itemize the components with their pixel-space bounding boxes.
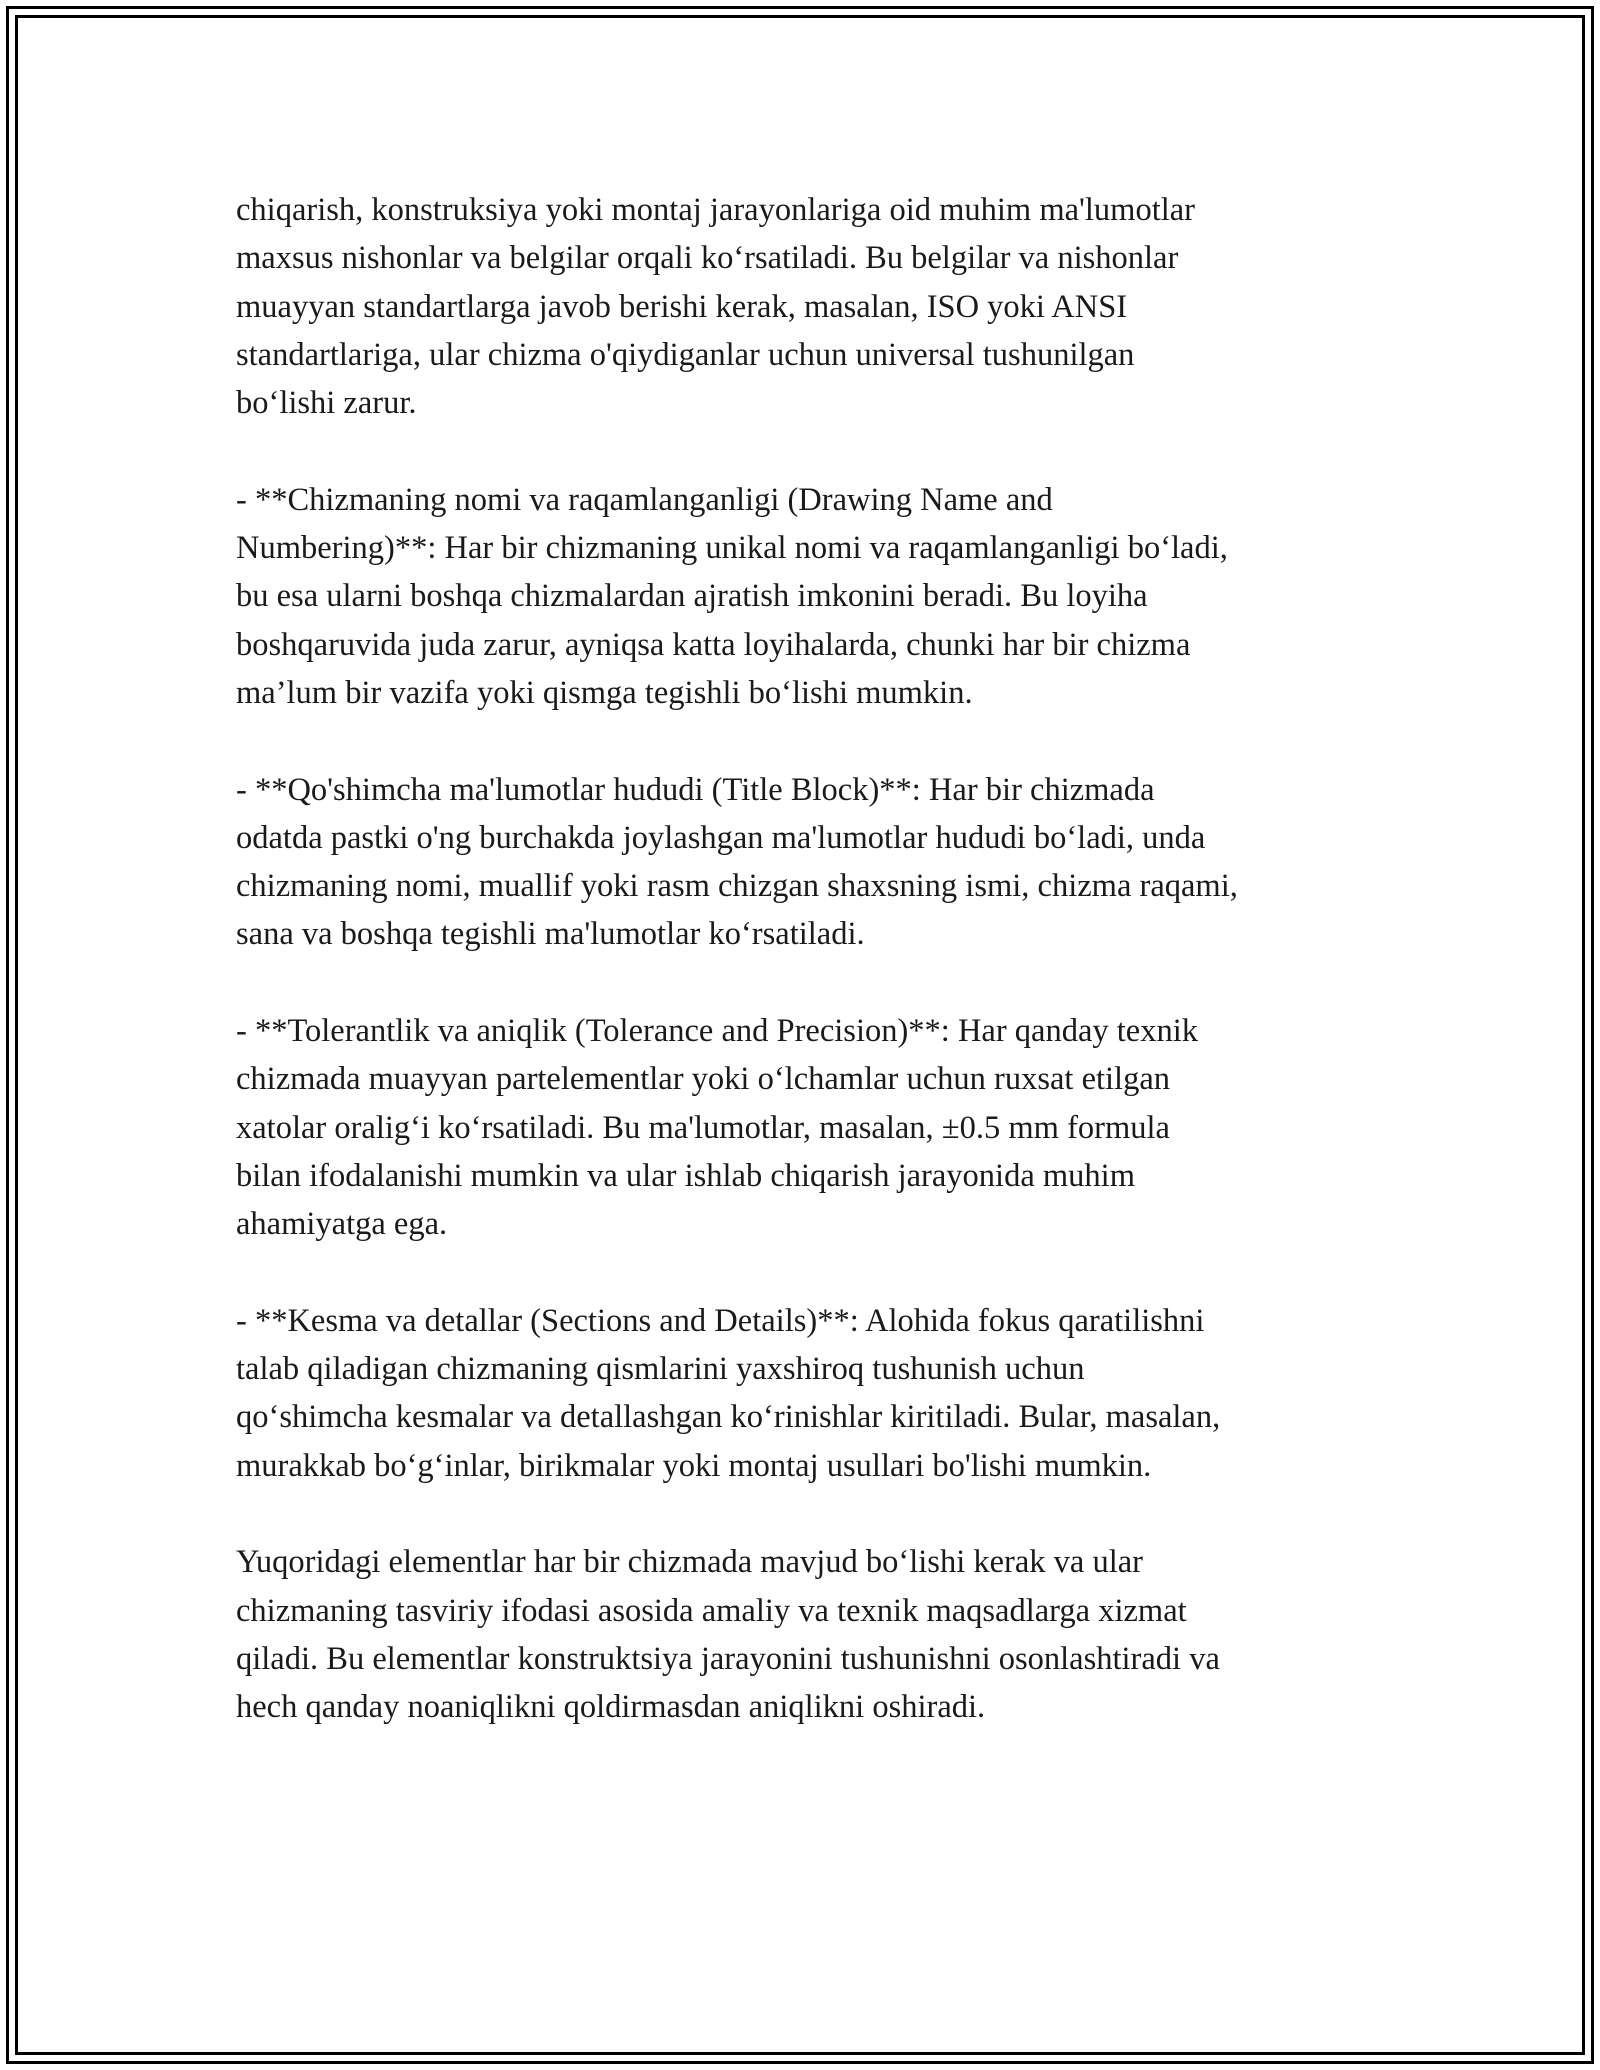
paragraph-sections-details: - **Kesma va detallar (Sections and Details)**: Alohida fokus qaratilishni talab qiladigan chizmaning qismlarini yaxshiroq tushunish uchun qo‘shimcha kesmalar va detallashgan ko‘rinishlar kiritiladi. Bular, masalan, murakkab bo‘g‘inlar, birikmalar yoki montaj usullari bo'lishi mumkin.	[236, 1302, 1221, 1484]
paragraph-tolerance-precision: - **Tolerantlik va aniqlik (Tolerance and Precision)**: Har qanday texnik chizmada muayyan partelementlar yoki o‘lchamlar uchun ruxsat etilgan xatolar oralig‘i ko‘rsatiladi. Bu ma'lumotlar, masalan, ±0.5 mm formula bilan ifodalanishi mumkin va ular ishlab chiqarish jarayonida muhim ahamiyatga ega.	[236, 1013, 1199, 1243]
paragraph-title-block: - **Qo'shimcha ma'lumotlar hududi (Title Block)**: Har bir chizmada odatda pastki o'ng burchakda joylashgan ma'lumotlar hududi bo‘ladi, unda chizmaning nomi, muallif yoki rasm chizgan shaxsning ismi, chizma raqami, sana va boshqa tegishli ma'lumotlar ko‘rsatiladi.	[236, 771, 1238, 953]
paragraph-conclusion: Yuqoridagi elementlar har bir chizmada mavjud bo‘lishi kerak va ular chizmaning tasviriy ifodasi asosida amaliy va texnik maqsadlarga xizmat qiladi. Bu elementlar konstruktsiya jarayonini tushunishni osonlashtiradi va hech qanday noaniqlikni qoldirmasdan aniqlikni oshiradi.	[236, 1544, 1220, 1726]
paragraph-intro-continuation: chiqarish, konstruksiya yoki montaj jarayonlariga oid muhim ma'lumotlar maxsus nishonlar va belgilar orqali ko‘rsatiladi. Bu belgilar va nishonlar muayyan standartlarga javob berishi kerak, masalan, ISO yoki ANSI standartlariga, ular chizma o'qiydiganlar uchun universal tushunilgan bo‘lishi zarur.	[236, 192, 1196, 422]
document-body	[236, 186, 1386, 1780]
paragraph-drawing-name-numbering: - **Chizmaning nomi va raqamlanganligi (Drawing Name and Numbering)**: Har bir chizmaning unikal nomi va raqamlanganligi bo‘ladi, bu esa ularni boshqa chizmalardan ajratish imkonini beradi. Bu loyiha boshqaruvida juda zarur, ayniqsa katta loyihalarda, chunki har bir chizma ma’lum bir vazifa yoki qismga tegishli bo‘lishi mumkin.	[236, 481, 1228, 711]
